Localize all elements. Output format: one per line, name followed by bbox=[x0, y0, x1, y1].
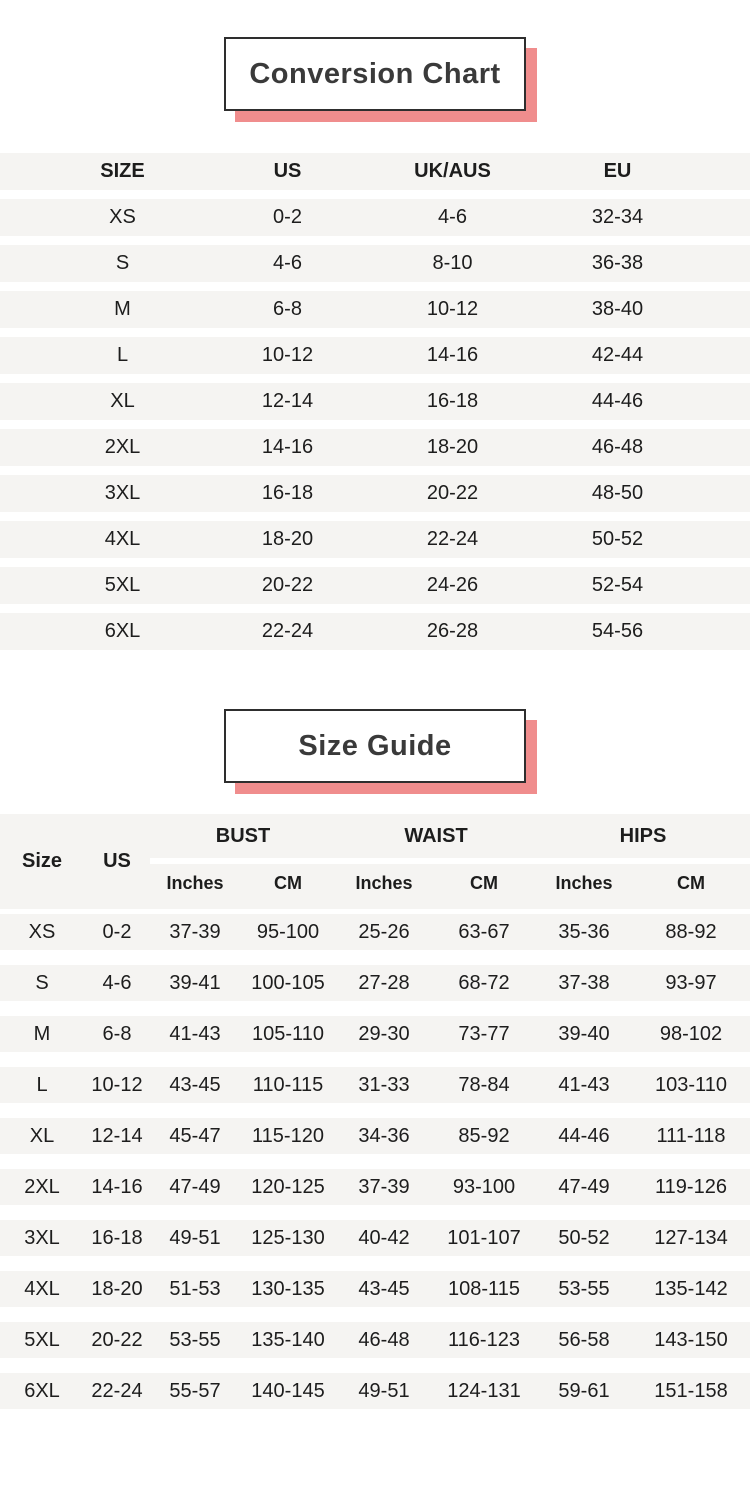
table-cell: 124-131 bbox=[447, 1379, 521, 1402]
table-cell: XL bbox=[29, 1124, 55, 1147]
table-cell: 48-50 bbox=[591, 482, 644, 504]
table-cell: 85-92 bbox=[458, 1124, 510, 1147]
table-cell: 6XL bbox=[104, 620, 141, 642]
table-cell: 37-39 bbox=[169, 920, 221, 943]
table-cell: 2XL bbox=[24, 1175, 60, 1198]
column-header-us: US bbox=[103, 850, 131, 872]
header-separator bbox=[150, 858, 750, 864]
table-cell: 14-16 bbox=[91, 1175, 143, 1198]
table-cell: 32-34 bbox=[591, 206, 644, 228]
table-row bbox=[0, 475, 750, 512]
group-header-hips: HIPS bbox=[619, 824, 667, 847]
table-cell: 44-46 bbox=[591, 390, 644, 412]
table-cell: 98-102 bbox=[659, 1022, 723, 1045]
table-cell: 14-16 bbox=[426, 344, 479, 366]
table-header bbox=[0, 153, 750, 190]
table-cell: 43-45 bbox=[358, 1277, 410, 1300]
table-cell: 41-43 bbox=[558, 1073, 610, 1096]
table-cell: 27-28 bbox=[358, 971, 410, 994]
table-cell: 127-134 bbox=[654, 1226, 728, 1249]
table-cell: 10-12 bbox=[91, 1073, 143, 1096]
table-row bbox=[0, 567, 750, 604]
conversion-chart-rows bbox=[0, 199, 750, 650]
table-cell: 105-110 bbox=[252, 1022, 324, 1045]
table-cell: 50-52 bbox=[558, 1226, 610, 1249]
table-cell: 20-22 bbox=[261, 574, 314, 596]
table-row bbox=[0, 965, 750, 1001]
table-cell: S bbox=[115, 252, 130, 274]
size-guide-rows bbox=[0, 914, 750, 1409]
table-cell: 36-38 bbox=[591, 252, 644, 274]
table-cell: 3XL bbox=[24, 1226, 60, 1249]
table-cell: 47-49 bbox=[169, 1175, 221, 1198]
table-cell: 6-8 bbox=[273, 298, 302, 320]
table-cell: 24-26 bbox=[426, 574, 479, 596]
table-cell: 10-12 bbox=[261, 344, 314, 366]
size-guide-title: Size Guide bbox=[298, 729, 452, 762]
table-cell: 119-126 bbox=[655, 1175, 727, 1198]
conversion-chart-title-box bbox=[224, 37, 526, 111]
table-cell: 26-28 bbox=[426, 620, 479, 642]
table-cell: 41-43 bbox=[169, 1022, 221, 1045]
conversion-chart-title-section bbox=[0, 0, 750, 111]
table-cell: 108-115 bbox=[448, 1277, 520, 1300]
table-cell: 49-51 bbox=[169, 1226, 221, 1249]
table-cell: 44-46 bbox=[558, 1124, 610, 1147]
table-cell: 16-18 bbox=[426, 390, 479, 412]
table-cell: 18-20 bbox=[261, 528, 314, 550]
table-cell: 125-130 bbox=[251, 1226, 325, 1249]
subheader-bust-inches: Inches bbox=[166, 873, 224, 893]
table-cell: 63-67 bbox=[458, 920, 510, 943]
table-row bbox=[0, 383, 750, 420]
table-cell: 151-158 bbox=[654, 1379, 728, 1402]
table-row bbox=[0, 1322, 750, 1358]
table-cell: 110-115 bbox=[252, 1073, 324, 1096]
table-cell: 12-14 bbox=[261, 390, 314, 412]
table-row bbox=[0, 1373, 750, 1409]
column-header-size: SIZE bbox=[100, 160, 145, 182]
table-cell: 47-49 bbox=[558, 1175, 610, 1198]
table-cell: 37-39 bbox=[358, 1175, 410, 1198]
table-cell: 55-57 bbox=[169, 1379, 221, 1402]
table-cell: 53-55 bbox=[169, 1328, 221, 1351]
size-guide-table bbox=[0, 814, 750, 1409]
table-cell: 18-20 bbox=[91, 1277, 143, 1300]
table-cell: 4-6 bbox=[102, 971, 132, 994]
table-cell: 4XL bbox=[24, 1277, 60, 1300]
table-cell: 42-44 bbox=[591, 344, 644, 366]
table-cell: 115-120 bbox=[252, 1124, 324, 1147]
table-cell: 3XL bbox=[104, 482, 141, 504]
table-header bbox=[0, 814, 750, 909]
table-cell: S bbox=[35, 971, 49, 994]
conversion-chart-title: Conversion Chart bbox=[249, 57, 501, 90]
table-cell: 130-135 bbox=[251, 1277, 325, 1300]
table-row bbox=[0, 199, 750, 236]
table-cell: 93-100 bbox=[452, 1175, 516, 1198]
table-cell: 35-36 bbox=[558, 920, 610, 943]
table-cell: 140-145 bbox=[251, 1379, 325, 1402]
table-cell: 34-36 bbox=[358, 1124, 410, 1147]
table-cell: 20-22 bbox=[91, 1328, 143, 1351]
table-cell: 103-110 bbox=[655, 1073, 727, 1096]
table-row bbox=[0, 1169, 750, 1205]
table-cell: 5XL bbox=[24, 1328, 60, 1351]
group-header-bust: BUST bbox=[215, 824, 271, 847]
table-row bbox=[0, 1067, 750, 1103]
table-cell: 22-24 bbox=[426, 528, 479, 550]
table-cell: 73-77 bbox=[458, 1022, 510, 1045]
table-row bbox=[0, 1118, 750, 1154]
table-row bbox=[0, 1220, 750, 1256]
table-row bbox=[0, 613, 750, 650]
table-row bbox=[0, 914, 750, 950]
table-cell: 5XL bbox=[104, 574, 141, 596]
column-header-size: Size bbox=[21, 850, 63, 872]
table-cell: 20-22 bbox=[426, 482, 479, 504]
table-cell: 40-42 bbox=[358, 1226, 410, 1249]
table-cell: 56-58 bbox=[558, 1328, 610, 1351]
table-cell: 4-6 bbox=[438, 206, 467, 228]
table-cell: 51-53 bbox=[169, 1277, 221, 1300]
table-cell: 22-24 bbox=[91, 1379, 143, 1402]
table-cell: 12-14 bbox=[91, 1124, 143, 1147]
subheader-waist-cm: CM bbox=[470, 873, 498, 893]
table-cell: 0-2 bbox=[102, 920, 132, 943]
table-cell: 78-84 bbox=[458, 1073, 510, 1096]
table-cell: 46-48 bbox=[358, 1328, 410, 1351]
table-cell: 8-10 bbox=[432, 252, 473, 274]
table-cell: 6XL bbox=[24, 1379, 60, 1402]
table-cell: 39-40 bbox=[558, 1022, 610, 1045]
table-row bbox=[0, 521, 750, 558]
table-row bbox=[0, 337, 750, 374]
table-row bbox=[0, 1016, 750, 1052]
table-cell: 16-18 bbox=[91, 1226, 143, 1249]
table-cell: 14-16 bbox=[261, 436, 314, 458]
table-cell: 49-51 bbox=[358, 1379, 410, 1402]
table-cell: 53-55 bbox=[558, 1277, 610, 1300]
table-cell: 6-8 bbox=[102, 1022, 132, 1045]
table-cell: 50-52 bbox=[591, 528, 644, 550]
column-header-us: US bbox=[273, 160, 302, 182]
table-cell: 100-105 bbox=[251, 971, 325, 994]
table-cell: 39-41 bbox=[169, 971, 221, 994]
conversion-chart-table bbox=[0, 153, 750, 650]
table-cell: 37-38 bbox=[558, 971, 610, 994]
table-cell: 93-97 bbox=[665, 971, 717, 994]
table-cell: 101-107 bbox=[447, 1226, 521, 1249]
table-cell: M bbox=[114, 298, 131, 320]
table-cell: 31-33 bbox=[358, 1073, 410, 1096]
table-cell: 143-150 bbox=[654, 1328, 728, 1351]
subheader-bust-cm: CM bbox=[274, 873, 302, 893]
table-cell: 43-45 bbox=[169, 1073, 221, 1096]
table-cell: 4-6 bbox=[273, 252, 302, 274]
table-cell: 46-48 bbox=[591, 436, 644, 458]
table-cell: XL bbox=[110, 390, 135, 412]
table-row bbox=[0, 1271, 750, 1307]
table-cell: 22-24 bbox=[261, 620, 314, 642]
group-header-waist: WAIST bbox=[404, 824, 468, 847]
column-header-eu: EU bbox=[603, 160, 632, 182]
table-row bbox=[0, 291, 750, 328]
subheader-waist-inches: Inches bbox=[355, 873, 413, 893]
table-cell: 45-47 bbox=[169, 1124, 221, 1147]
table-cell: L bbox=[36, 1073, 48, 1096]
table-cell: 29-30 bbox=[358, 1022, 410, 1045]
size-guide-title-section bbox=[0, 659, 750, 783]
table-row bbox=[0, 429, 750, 466]
table-cell: 4XL bbox=[104, 528, 141, 550]
table-cell: 116-123 bbox=[448, 1328, 520, 1351]
table-cell: 0-2 bbox=[273, 206, 302, 228]
subheader-hips-cm: CM bbox=[677, 873, 705, 893]
table-cell: 135-142 bbox=[654, 1277, 728, 1300]
table-cell: 95-100 bbox=[256, 920, 320, 943]
table-cell: L bbox=[116, 344, 129, 366]
column-header-uk-aus: UK/AUS bbox=[414, 160, 491, 182]
table-row bbox=[0, 245, 750, 282]
table-cell: 111-118 bbox=[656, 1124, 726, 1147]
table-cell: 54-56 bbox=[591, 620, 644, 642]
table-cell: 120-125 bbox=[251, 1175, 325, 1198]
table-cell: 135-140 bbox=[251, 1328, 325, 1351]
size-guide-title-box bbox=[224, 709, 526, 783]
table-cell: 52-54 bbox=[591, 574, 644, 596]
table-cell: 59-61 bbox=[558, 1379, 610, 1402]
subheader-hips-inches: Inches bbox=[555, 873, 613, 893]
table-cell: 2XL bbox=[104, 436, 141, 458]
table-cell: 88-92 bbox=[665, 920, 717, 943]
table-cell: XS bbox=[109, 206, 136, 228]
table-cell: 10-12 bbox=[426, 298, 479, 320]
table-cell: 38-40 bbox=[591, 298, 644, 320]
table-cell: 18-20 bbox=[426, 436, 479, 458]
table-cell: M bbox=[33, 1022, 51, 1045]
table-cell: XS bbox=[28, 920, 56, 943]
table-cell: 25-26 bbox=[358, 920, 410, 943]
table-cell: 16-18 bbox=[261, 482, 314, 504]
table-cell: 68-72 bbox=[458, 971, 510, 994]
